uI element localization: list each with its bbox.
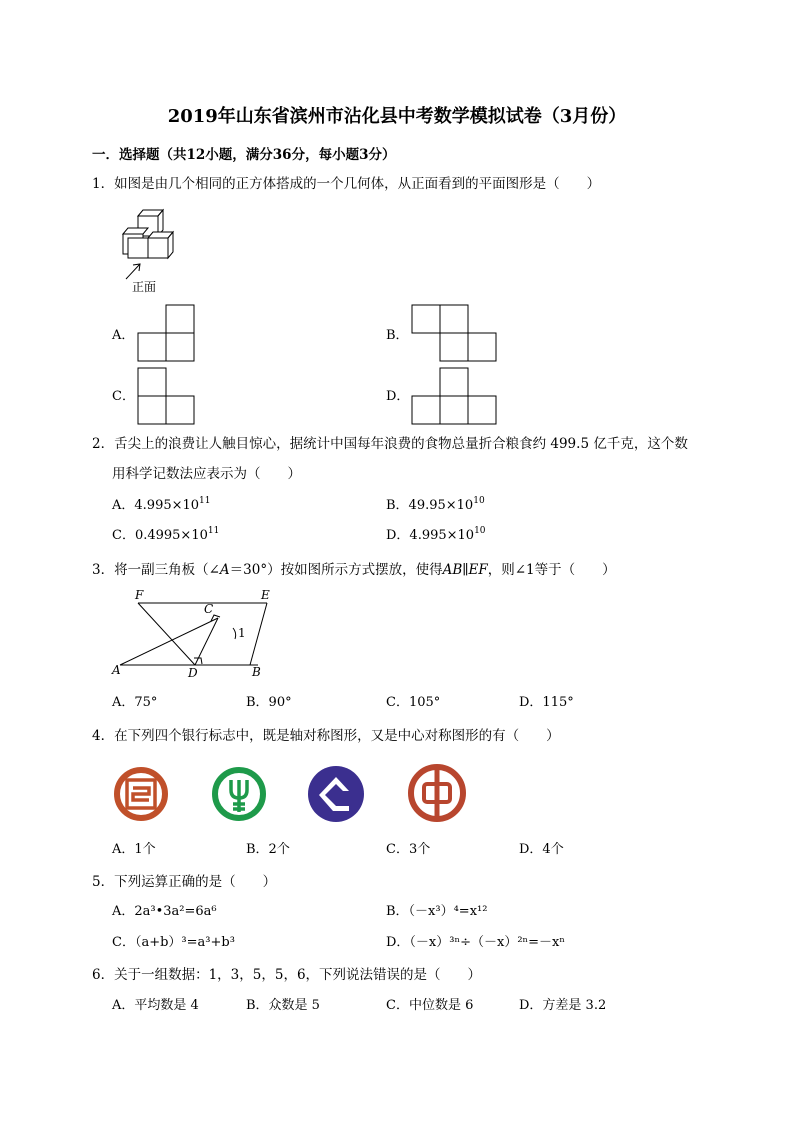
q2-option-d: D．$4.995\times 10^{10}$ [386, 526, 486, 543]
q1-option-d-figure [411, 367, 501, 427]
q1-option-b-figure [411, 304, 501, 364]
q1-front-label: 正面 [132, 280, 157, 294]
q3-triangle-figure [110, 585, 280, 680]
q2-option-b: B．$49.95\times 10^{10}$ [386, 496, 485, 513]
q2-option-a: A．$4.995\times 10^{11}$ [112, 496, 211, 513]
q5-option-c: C．（a+b）³=a³+b³ [112, 935, 235, 950]
q5-option-d: D．（－x）³ⁿ÷（－x）²ⁿ=－xⁿ [386, 935, 565, 950]
q3-label-b: B [252, 665, 261, 679]
q1-option-b: B． [386, 328, 409, 343]
icbc-logo-icon [113, 766, 169, 822]
question-2-stem-line1: 2．舌尖上的浪费让人触目惊心，据统计中国每年浪费的食物总量折合粮食约 499.5 亿千克，这个数 [92, 436, 688, 452]
q1-option-a-figure [137, 304, 197, 364]
question-6-stem: 6．关于一组数据：1，3，5，5，6，下列说法错误的是（ ） [92, 967, 482, 983]
question-5-stem: 5．下列运算正确的是（ ） [92, 874, 277, 890]
q3-label-f: F [135, 588, 144, 602]
q4-option-a: A．1个 [112, 842, 156, 857]
q1-option-d: D． [386, 389, 410, 404]
q5-option-a: A．2a³•3a²=6a⁶ [112, 904, 217, 919]
q4-option-b: B．2个 [246, 842, 290, 857]
q1-option-a: A． [112, 328, 135, 343]
q2-option-c: C．$0.4995\times 10^{11}$ [112, 526, 220, 543]
q5-option-b: B．（－x³）⁴=x¹² [386, 904, 488, 919]
q6-option-a: A．平均数是 4 [112, 998, 199, 1013]
q3-option-d: D．115° [519, 695, 574, 710]
q3-option-c: C．105° [386, 695, 441, 710]
ccb-logo-icon [305, 763, 367, 825]
section-heading: 一．选择题（共12小题，满分36分，每小题3分） [92, 147, 396, 163]
q4-option-c: C．3个 [386, 842, 431, 857]
q3-label-angle-1: 1 [238, 626, 246, 640]
question-4-stem: 4．在下列四个银行标志中，既是轴对称图形，又是中心对称图形的有（ ） [92, 728, 560, 744]
abc-logo-icon [211, 766, 267, 822]
page-title: 2019年山东省滨州市沾化县中考数学模拟试卷（3月份） [167, 106, 627, 127]
q6-option-d: D．方差是 3.2 [519, 998, 607, 1013]
q3-label-e: E [261, 588, 270, 602]
q6-option-c: C．中位数是 6 [386, 998, 474, 1013]
q1-option-c: C． [112, 389, 135, 404]
q6-option-b: B．众数是 5 [246, 998, 320, 1013]
q3-label-c: C [204, 602, 214, 616]
q3-option-a: A．75° [112, 695, 158, 710]
q3-option-b: B．90° [246, 695, 292, 710]
q4-option-d: D．4个 [519, 842, 564, 857]
question-2-stem-line2: 用科学记数法应表示为（ ） [112, 466, 301, 482]
question-3-stem: 3．将一副三角板（∠A＝30°）按如图所示方式摆放，使得AB∥EF，则∠1等于（ ） [92, 562, 616, 578]
q1-option-c-figure [137, 367, 197, 427]
question-1-stem: 1．如图是由几个相同的正方体搭成的一个几何体，从正面看到的平面图形是（ ） [92, 176, 601, 192]
boc-logo-icon [407, 763, 467, 823]
q3-label-d: D [188, 666, 198, 680]
q3-label-a: A [112, 663, 121, 677]
